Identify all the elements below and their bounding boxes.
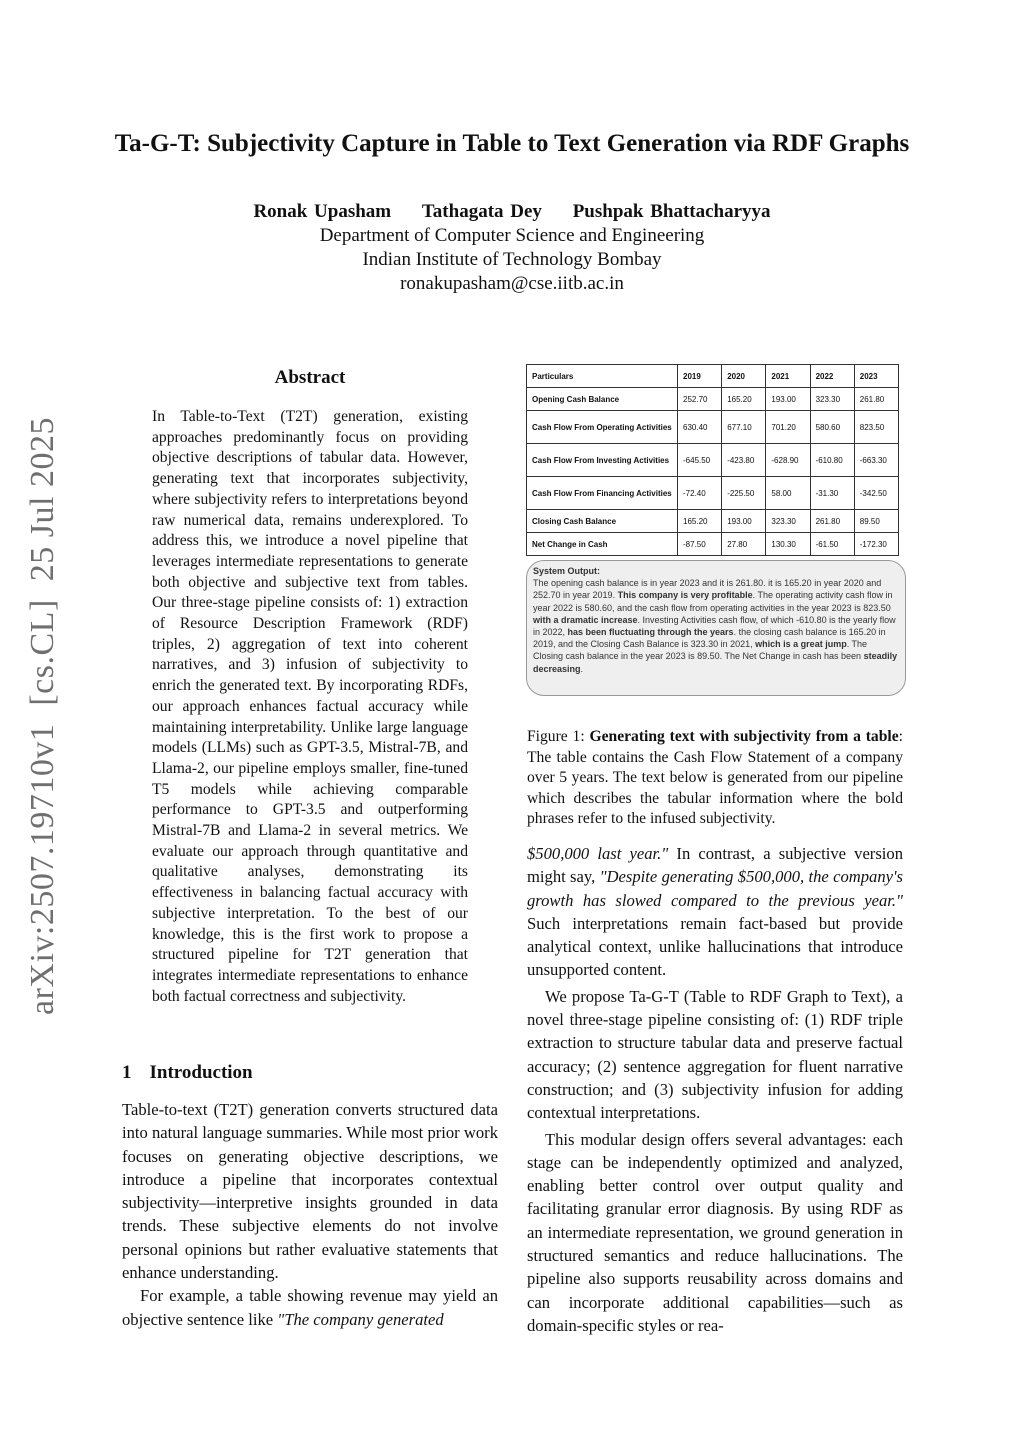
- section-heading: [122, 1062, 253, 1084]
- table-cell: 165.20: [678, 510, 722, 533]
- paragraph-text: Such interpretations remain fact-based but provide analytical context, unlike hallucinations that introduce unsupported content.: [527, 913, 903, 980]
- table-cell: 823.50: [854, 411, 898, 444]
- system-output-label: System Output:: [533, 566, 601, 576]
- table-cell: 252.70: [678, 388, 722, 411]
- table-cell: 677.10: [722, 411, 766, 444]
- row-label-cell: Cash Flow From Investing Activities: [527, 444, 678, 477]
- author-names: [0, 200, 1024, 224]
- table-cell: 2023: [854, 365, 898, 388]
- paragraph: Table-to-text (T2T) generation converts structured data into natural language summaries. While most prior work focuses on generating objective descriptions, we introduce a pipeline that incorporates contextual subjectivity—interpretive insights grounded in data trends. These subjective elements do not involve personal opinions but rather evaluative statements that enhance understanding.: [122, 1100, 498, 1283]
- intro-left-column: [122, 1098, 498, 1331]
- table-cell: 89.50: [854, 510, 898, 533]
- quote-text: $500,000 last year.": [527, 844, 669, 863]
- table-cell: 323.30: [810, 388, 854, 411]
- output-text: . Investing Activities cash flow, of which -610.80 is the yearly flow in 2022,: [533, 614, 896, 638]
- table-cell: -172.30: [854, 533, 898, 556]
- table-cell: -61.50: [810, 533, 854, 556]
- author-name: Pushpak Bhattacharyya: [572, 201, 771, 222]
- paragraph: [527, 842, 903, 982]
- paragraph: [122, 1284, 498, 1331]
- output-text: . The Closing cash balance in the year 2023 is 89.50. The Net Change in cash has been: [533, 639, 868, 662]
- table-cell: 261.80: [854, 388, 898, 411]
- output-text: . The operating activity cash flow in year 2022 is 580.60, and the cash flow from operating activities in the year 2023 is 823.50: [533, 590, 893, 613]
- author-name: Ronak Upasham: [253, 201, 392, 222]
- caption-bold: Generating text with subjectivity from a table: [589, 728, 899, 745]
- abstract-heading: Abstract: [274, 367, 346, 388]
- quote-text: "The company generated: [277, 1309, 444, 1329]
- table-cell: 193.00: [722, 510, 766, 533]
- table-cell: -610.80: [810, 444, 854, 477]
- caption-label: Figure 1:: [527, 728, 590, 745]
- output-text: . the closing cash balance is 165.20 in 2019, and the Closing Cash Balance is 323.30 in 2021,: [533, 627, 886, 650]
- table-header-row: [527, 365, 899, 388]
- arxiv-identifier: arXiv:2507.19710v1 [cs.CL] 25 Jul 2025: [24, 417, 61, 1015]
- paper-title: Ta-G-T: Subjectivity Capture in Table to Text Generation via RDF Graphs: [114, 130, 910, 157]
- table-row: [527, 388, 899, 411]
- table-row: [527, 444, 899, 477]
- author-block: [0, 200, 1024, 296]
- figure-1: [526, 364, 900, 696]
- table-cell: 27.80: [722, 533, 766, 556]
- figure-caption: [527, 727, 903, 830]
- table-cell: 323.30: [766, 510, 810, 533]
- subjective-phrase: with a dramatic increase: [533, 614, 638, 625]
- row-label-cell: Closing Cash Balance: [527, 510, 678, 533]
- table-cell: -87.50: [678, 533, 722, 556]
- table-cell: 2020: [722, 365, 766, 388]
- section-title: Introduction: [149, 1062, 253, 1083]
- paragraph-text: For example, a table showing revenue may yield an objective sentence like: [122, 1286, 498, 1329]
- author-name: Tathagata Dey: [421, 201, 542, 222]
- table-cell: -645.50: [678, 444, 722, 477]
- table-cell: 165.20: [722, 388, 766, 411]
- cash-flow-table: [526, 364, 899, 556]
- subjective-phrase: This company is very profitable: [617, 590, 753, 601]
- table-cell: -72.40: [678, 477, 722, 510]
- section-number: 1: [122, 1062, 132, 1083]
- table-cell: -628.90: [766, 444, 810, 477]
- right-column-text: [527, 842, 903, 1340]
- system-output-box: [526, 560, 906, 696]
- subjective-phrase: has been fluctuating through the years: [567, 627, 734, 638]
- institute: Indian Institute of Technology Bombay: [362, 249, 662, 270]
- table-cell: 701.20: [766, 411, 810, 444]
- subjective-phrase: which is a great jump: [755, 639, 847, 650]
- paragraph: This modular design offers several advantages: each stage can be independently optimized and analyzed, enabling better control over output quality and facilitating granular error diagnosis. By using RDF as an intermediate representation, we ground generation in structured semantics and reduce hallucinations. The pipeline also supports reusability across domains and can incorporate additional capabilities—such as domain-specific styles or rea-: [527, 1129, 903, 1335]
- table-cell: -225.50: [722, 477, 766, 510]
- row-label-cell: Particulars: [527, 365, 678, 388]
- table-cell: 130.30: [766, 533, 810, 556]
- table-cell: 2021: [766, 365, 810, 388]
- table-cell: 630.40: [678, 411, 722, 444]
- caption-text: : The table contains the Cash Flow Statement of a company over 5 years. The text below is generated from our pipeline which describes the tabular information where the bold phrases refer to the infused subjectivity.: [527, 728, 903, 827]
- row-label-cell: Cash Flow From Operating Activities: [527, 411, 678, 444]
- table-cell: -423.80: [722, 444, 766, 477]
- table-cell: 2019: [678, 365, 722, 388]
- table-cell: 261.80: [810, 510, 854, 533]
- system-output-text: [533, 577, 899, 675]
- table-cell: 580.60: [810, 411, 854, 444]
- table-row: [527, 477, 899, 510]
- subjective-phrase: steadily decreasing: [533, 651, 898, 674]
- row-label-cell: Net Change in Cash: [527, 533, 678, 556]
- table-cell: 193.00: [766, 388, 810, 411]
- row-label-cell: Opening Cash Balance: [527, 388, 678, 411]
- table-row: [527, 510, 899, 533]
- table-cell: -663.30: [854, 444, 898, 477]
- department: Department of Computer Science and Engineering: [319, 225, 705, 246]
- output-text: .: [580, 663, 584, 674]
- output-text: The opening cash balance is in year 2023 and it is 261.80. it is 165.20 in year 2020 and 252.70 in year 2019.: [533, 578, 882, 601]
- row-label-cell: Cash Flow From Financing Activities: [527, 477, 678, 510]
- table-cell: -342.50: [854, 477, 898, 510]
- table-row: [527, 411, 899, 444]
- table-cell: 2022: [810, 365, 854, 388]
- quote-text: "Despite generating $500,000, the company's growth has slowed compared to the previous year.": [527, 867, 903, 910]
- table-cell: 58.00: [766, 477, 810, 510]
- paragraph-text: In contrast, a subjective version might say,: [527, 844, 903, 887]
- paragraph: We propose Ta-G-T (Table to RDF Graph to Text), a novel three-stage pipeline consisting of: (1) RDF triple extraction to structure tabular data and preserve factual accuracy; (2) sentence aggregation for fluent narrative construction; and (3) subjectivity infusion for adding contextual interpretations.: [527, 986, 903, 1123]
- table-row: [527, 533, 899, 556]
- abstract-text: In Table-to-Text (T2T) generation, existing approaches predominantly focus on providing objective descriptions of tabular data. However, generating text that incorporates subjectivity, where subjectivity refers to interpretations beyond raw numerical data, remains underexplored. To address this, we introduce a novel pipeline that leverages intermediate representations to generate both objective and subjective text from tables. Our three-stage pipeline consists of: 1) extraction of Resource Description Framework (RDF) triples, 2) aggregation of text into coherent narratives, and 3) infusion of subjectivity to enrich the generated text. By incorporating RDFs, our approach enhances factual accuracy while maintaining interpretability. Unlike large language models (LLMs) such as GPT-3.5, Mistral-7B, and Llama-2, our pipeline employs smaller, fine-tuned T5 models while achieving comparable performance to GPT-3.5 and outperforming Mistral-7B and Llama-2 in several metrics. We evaluate our approach through quantitative and qualitative analyses, demonstrating its effectiveness in balancing factual accuracy with subjective interpretation. To the best of our knowledge, this is the first work to propose a structured pipeline for T2T generation that integrates intermediate representations to enhance both factual correctness and subjectivity.: [152, 408, 468, 1005]
- table-cell: -31.30: [810, 477, 854, 510]
- email: ronakupasham@cse.iitb.ac.in: [400, 273, 624, 294]
